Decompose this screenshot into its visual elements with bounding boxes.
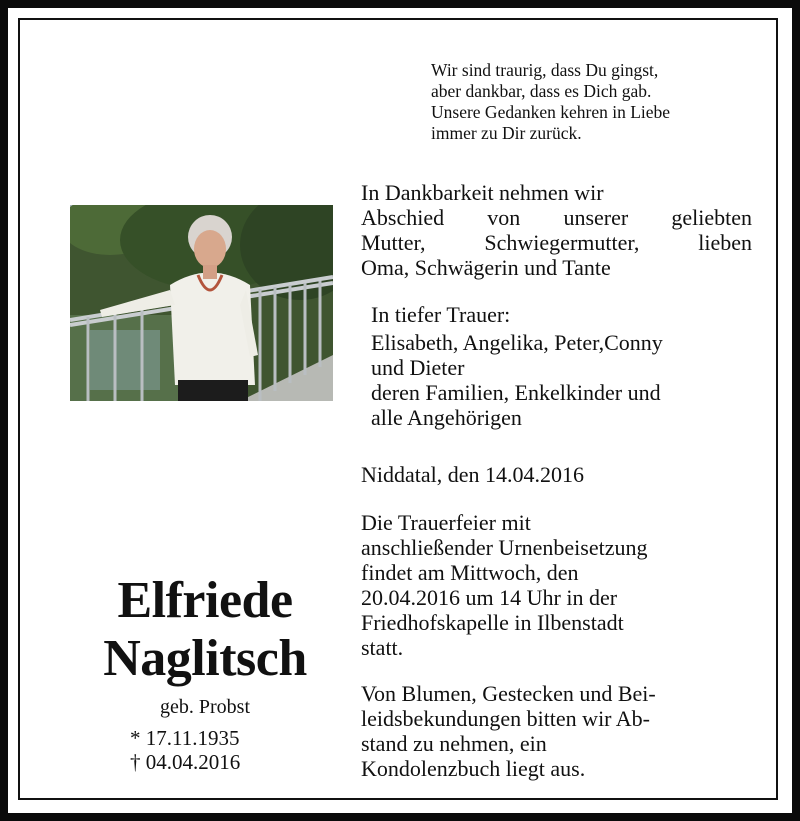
first-name: Elfriede bbox=[117, 572, 293, 629]
deceased-name bbox=[50, 572, 360, 688]
life-dates bbox=[130, 726, 240, 774]
ceremony-line: anschließender Urnenbeisetzung bbox=[361, 535, 648, 560]
intro-line: Mutter, Schwiegermutter, lieben bbox=[361, 230, 752, 255]
last-name: Naglitsch bbox=[103, 630, 307, 687]
ceremony-line: Friedhofskapelle in Ilbenstadt bbox=[361, 610, 624, 635]
portrait-photo bbox=[70, 205, 333, 401]
flowers-line: stand zu nehmen, ein bbox=[361, 731, 547, 756]
birth-date: * 17.11.1935 bbox=[130, 726, 240, 750]
intro-line: In Dankbarkeit nehmen wir bbox=[361, 180, 604, 205]
funeral-ceremony-notice bbox=[361, 510, 751, 660]
flowers-notice bbox=[361, 681, 751, 781]
poem-line: Unsere Gedanken kehren in Liebe bbox=[431, 102, 671, 122]
obituary-border bbox=[18, 18, 778, 800]
poem-line: immer zu Dir zurück. bbox=[431, 123, 582, 143]
death-date: † 04.04.2016 bbox=[130, 750, 241, 774]
flowers-line: Kondolenzbuch liegt aus. bbox=[361, 756, 586, 781]
farewell-intro bbox=[361, 180, 752, 280]
mourners-list bbox=[371, 330, 756, 430]
intro-line: Oma, Schwägerin und Tante bbox=[361, 255, 611, 280]
obituary-page bbox=[8, 8, 792, 813]
mourners-line: deren Familien, Enkelkinder und bbox=[371, 380, 661, 405]
memorial-poem bbox=[431, 60, 761, 144]
birth-name: geb. Probst bbox=[160, 696, 250, 718]
flowers-line: leidsbekundungen bitten wir Ab- bbox=[361, 706, 651, 731]
ceremony-line: Die Trauerfeier mit bbox=[361, 510, 531, 535]
mourners-heading: In tiefer Trauer: bbox=[371, 302, 511, 327]
ceremony-line: findet am Mittwoch, den bbox=[361, 560, 579, 585]
intro-line: Abschied von unserer geliebten bbox=[361, 205, 752, 230]
poem-line: aber dankbar, dass es Dich gab. bbox=[431, 81, 652, 101]
mourners-line: alle Angehörigen bbox=[371, 405, 522, 430]
flowers-line: Von Blumen, Gestecken und Bei- bbox=[361, 681, 656, 706]
ceremony-line: statt. bbox=[361, 635, 404, 660]
poem-line: Wir sind traurig, dass Du gingst, bbox=[431, 60, 659, 80]
mourners-line: und Dieter bbox=[371, 355, 465, 380]
mourners-line: Elisabeth, Angelika, Peter,Conny bbox=[371, 330, 663, 355]
place-and-date: Niddatal, den 14.04.2016 bbox=[361, 462, 585, 487]
ceremony-line: 20.04.2016 um 14 Uhr in der bbox=[361, 585, 618, 610]
